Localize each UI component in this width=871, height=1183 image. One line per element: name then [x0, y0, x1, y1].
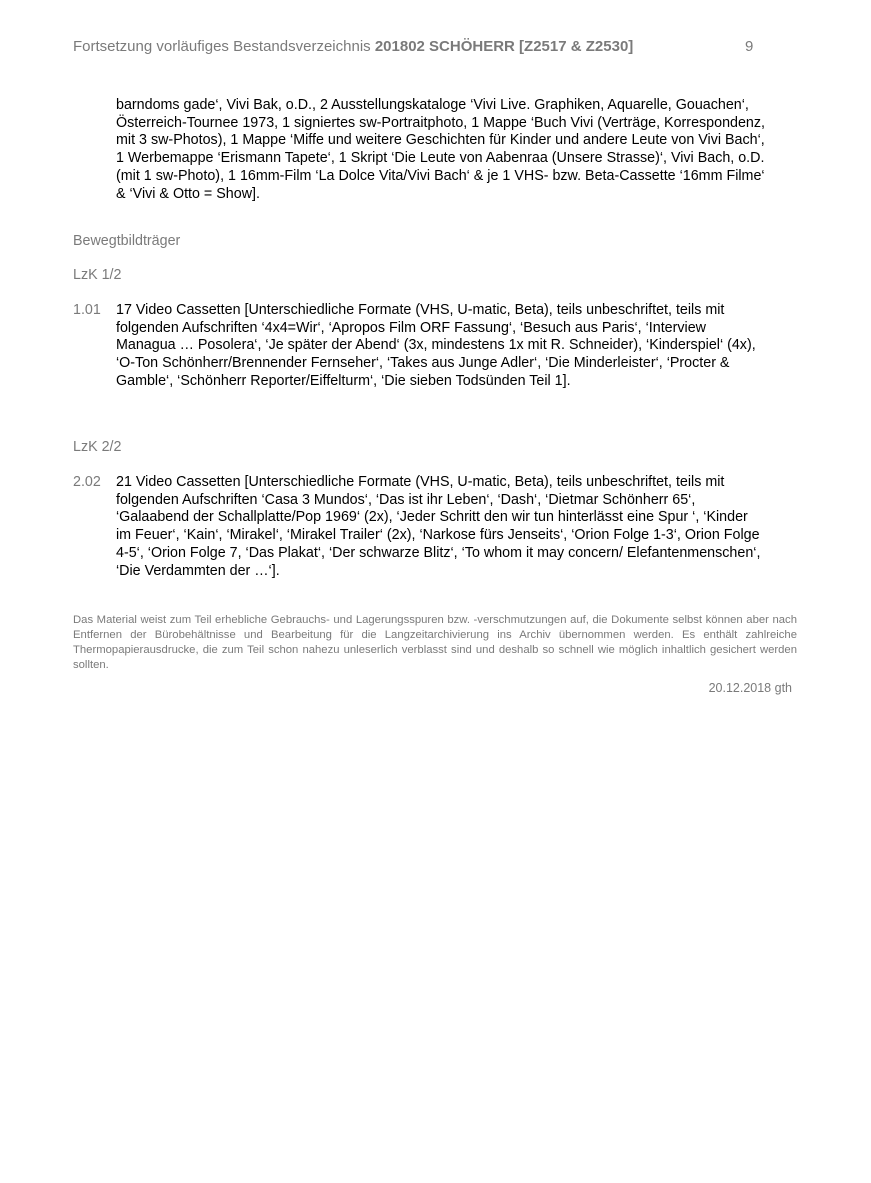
group-label-1: LzK 1/2	[73, 267, 122, 283]
item-number-2: 2.02	[73, 474, 101, 490]
item-text-2: 21 Video Cassetten [Unterschiedliche Formate (VHS, U-matic, Beta), teils unbeschriftet, teils mit folgenden Aufschriften ‘Casa 3 Mundos‘, ‘Das ist ihr Leben‘, ‘Dash‘, ‘Dietmar Schönherr 65‘, ‘Galaabend der Schallplatte/Pop 1969‘ (2x), ‘Jeder Schritt den wir tun hinterlässt eine Spur ‘, ‘Kinder im Feuer‘, ‘Kain‘, ‘Mirakel‘, ‘Mirakel Trailer‘ (2x), ‘Narkose fürs Jenseits‘, ‘Orion Folge 1-3‘, Orion Folge 4-5‘, ‘Orion Folge 7, ‘Das Plakat‘, ‘Der schwarze Blitz‘, ‘To whom it may concern/ Elefantenmenschen‘, ‘Die Verdammten der …‘].	[116, 474, 761, 579]
group-label-2: LzK 2/2	[73, 439, 122, 455]
item-number-1: 1.01	[73, 302, 101, 318]
header-title-bold: 201802 SCHÖHERR [Z2517 & Z2530]	[374, 38, 634, 55]
signature-date: 20.12.2018 gth	[708, 681, 792, 695]
footer-note: Das Material weist zum Teil erhebliche Gebrauchs- und Lagerungsspuren bzw. -verschmutzungen auf, die Dokumente selbst können aber nach Entfernen der Bürobehältnisse und Bearbeitung für die Langzeitarchivierung ins Archiv übernommen werden. Es enthält zahlreiche Thermopapierausdrucke, die zum Teil schon nahezu unleserlich verblasst sind und deshalb so schnell wie möglich inhaltlich gesichert werden sollten.	[73, 614, 797, 671]
item-text-1: 17 Video Cassetten [Unterschiedliche Formate (VHS, U-matic, Beta), teils unbeschriftet, teils mit folgenden Aufschriften ‘4x4=Wir‘, ‘Apropos Film ORF Fassung‘, ‘Besuch aus Paris‘, ‘Interview Managua … Posolera‘, ‘Je später der Abend‘ (3x, mindestens 1x mit R. Schneider), ‘Kinderspiel‘ (4x), ‘O-Ton Schönherr/Brennender Fernseher‘, ‘Takes aus Junge Adler‘, ‘Die Minderleister‘, ‘Procter & Gamble‘, ‘Schönherr Reporter/Eiffelturm‘, ‘Die sieben Todsünden Teil 1].	[116, 302, 756, 389]
section-title: Bewegtbildträger	[73, 233, 181, 249]
continuation-paragraph: barndoms gade‘, Vivi Bak, o.D., 2 Ausstellungskataloge ‘Vivi Live. Graphiken, Aquarelle, Gouachen‘, Österreich-Tournee 1973, 1 signiertes sw-Portraitphoto, 1 Mappe ‘Buch Vivi (Verträge, Korrespondenz, mit 3 sw-Photos), 1 Mappe ‘Miffe und weitere Geschichten für Kinder und andere Leute von Vivi Bach‘, 1 Werbemappe ‘Erismann Tapete‘, 1 Skript ‘Die Leute von Aabenraa (Unsere Strasse)‘, Vivi Bach, o.D. (mit 1 sw-Photo), 1 16mm-Film ‘La Dolce Vita/Vivi Bach‘ & je 1 VHS- bzw. Beta-Cassette ‘16mm Filme‘ & ‘Vivi & Otto = Show].	[116, 97, 765, 202]
header-title-prefix: Fortsetzung vorläufiges Bestandsverzeichnis	[73, 38, 375, 55]
page-header	[73, 38, 773, 55]
page-number: 9	[745, 38, 754, 55]
